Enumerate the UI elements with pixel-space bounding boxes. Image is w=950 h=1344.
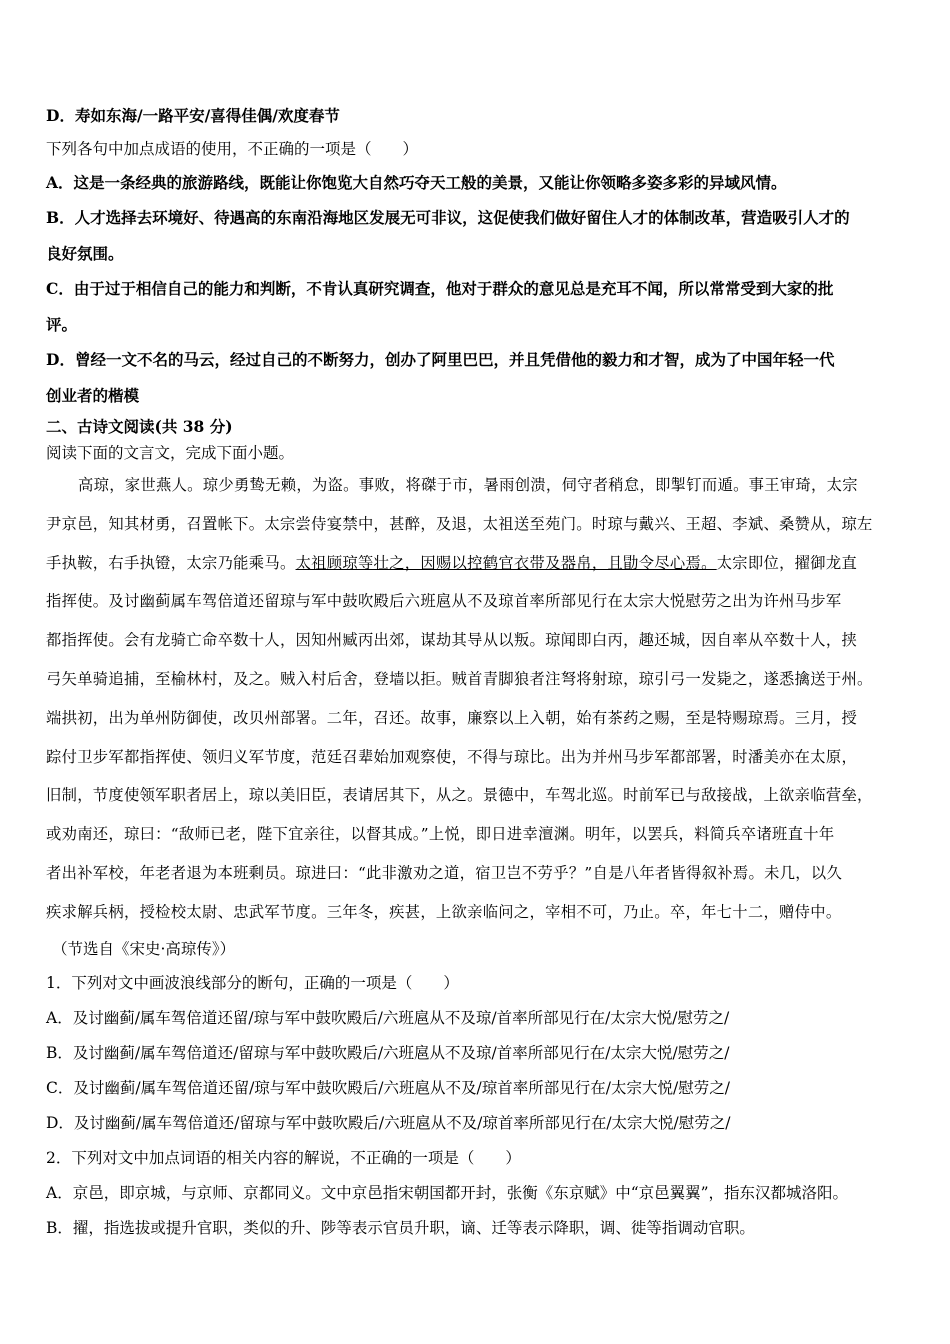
q1-option-c: C．及讨幽蓟/属车驾倍道还留/琼与军中鼓吹殿后/六班扈从不及/琼首率所部见行在/太宗大悦/慰劳之/: [46, 1078, 730, 1097]
q1-option-a: A．及讨幽蓟/属车驾倍道还留/琼与军中鼓吹殿后/六班扈从不及琼/首率所部见行在/太宗大悦/慰劳之/: [46, 1008, 730, 1027]
idiom-option-d: D．曾经一文不名的马云，经过自己的不断努力，创办了阿里巴巴，并且凭借他的毅力和才智，成为了中国年轻一代: [46, 350, 835, 369]
passage-line: 指挥使。及讨幽蓟属车驾倍道还留琼与军中鼓吹殿后六班扈从不及琼首率所部见行在太宗大悦慰劳之出为许州马步军: [46, 592, 842, 611]
idiom-option-b: B．人才选择去环境好、待遇高的东南沿海地区发展无可非议，这促使我们做好留住人才的体制改革，营造吸引人才的: [46, 208, 850, 227]
idiom-option-c-cont: 评。: [46, 314, 78, 334]
q2-option-a: A．京邑，即京城，与京师、京都同义。文中京邑指宋朝国都开封，张衡《东京赋》中“京邑翼翼”，指东汉都城洛阳。: [46, 1183, 849, 1202]
section-title: 二、古诗文阅读(共 38 分): [46, 417, 233, 436]
q2-option-b: B．擢，指选拔或提升官职，类似的升、陟等表示官员升职，谪、迁等表示降职，调、徙等指调动官职。: [46, 1218, 755, 1237]
passage-line: 疾求解兵柄，授检校太尉、忠武军节度。三年冬，疾甚，上欲亲临问之，宰相不可，乃止。卒，年七十二，赠侍中。: [46, 902, 842, 921]
passage-line: 高琼，家世燕人。琼少勇鸷无赖，为盗。事败，将磔于市，暑雨创溃，伺守者稍怠，即掣钉而遁。事王审琦，太宗: [78, 476, 858, 494]
underlined-sentence: 太祖顾琼等壮之，因赐以控鹤官衣带及器帛，且勖令尽心焉。: [295, 553, 717, 572]
section-intro: 阅读下面的文言文，完成下面小题。: [46, 444, 295, 462]
passage-line: 者出补军校，年老者退为本班剩员。琼进曰：“此非激劝之道，宿卫岂不劳乎？”自是八年者皆得叙补焉。未几，以久: [46, 863, 843, 882]
q1-stem: 1．下列对文中画波浪线部分的断句，正确的一项是（ ）: [46, 973, 459, 992]
idiom-question-stem: 下列各句中加点成语的使用，不正确的一项是（ ）: [46, 139, 419, 158]
exam-page: [46, 98, 916, 1246]
passage-line: [46, 544, 916, 583]
passage-line: 尹京邑，知其材勇，召置帐下。太宗尝侍宴禁中，甚醉，及退，太祖送至苑门。时琼与戴兴、王超、李斌、桑赞从，琼左: [46, 514, 873, 533]
q2-stem: 2．下列对文中加点词语的相关内容的解说，不正确的一项是（ ）: [46, 1148, 521, 1167]
idiom-option-d-cont: 创业者的楷模: [46, 385, 140, 405]
idiom-option-b-cont: 良好氛围。: [46, 243, 124, 263]
passage-text: 太宗即位，擢御龙直: [716, 553, 858, 572]
passage-line: 或劝南还，琼曰：“敌师已老，陛下宜亲往，以督其成。”上悦，即日进幸澶渊。明年，以罢兵，料简兵卒诸班直十年: [46, 825, 835, 844]
passage-line: 旧制，节度使领军职者居上，琼以美旧臣，表请居其下，从之。景德中，车驾北巡。时前军已与敌接战，上欲亲临营垒，: [46, 786, 873, 805]
passage-source: （节选自《宋史·高琼传》）: [52, 939, 236, 958]
passage-line: 都指挥使。会有龙骑亡命卒数十人，因知州臧丙出郊，谋劫其导从以叛。琼闻即白丙，趣还城，因自率从卒数十人，挟: [46, 631, 858, 650]
passage-text: 手执鞍，右手执镫，太宗乃能乘马。: [46, 553, 296, 572]
q1-option-d: D．及讨幽蓟/属车驾倍道还/留琼与军中鼓吹殿后/六班扈从不及/琼首率所部见行在/太宗大悦/慰劳之/: [46, 1113, 731, 1132]
passage-line: 端拱初，出为单州防御使，改贝州部署。二年，召还。故事，廉察以上入朝，始有茶药之赐，至是特赐琼焉。三月，授: [46, 708, 858, 727]
q1-option-b: B．及讨幽蓟/属车驾倍道还/留琼与军中鼓吹殿后/六班扈从不及琼/首率所部见行在/太宗大悦/慰劳之/: [46, 1043, 730, 1062]
classical-passage: [46, 466, 916, 932]
passage-line: 踪付卫步军都指挥使、领归义军节度，范廷召辈始加观察使，不得与琼比。出为并州马步军都部署，时潘美亦在太原，: [46, 747, 858, 766]
idiom-option-a: A．这是一条经典的旅游路线，既能让你饱览大自然巧夺天工般的美景，又能让你领略多姿多彩的异域风情。: [46, 172, 787, 192]
passage-line: 弓矢单骑追捕，至榆林村，及之。贼入村后舍，登墙以拒。贼首青脚狼者注弩将射琼，琼引弓一发毙之，遂悉擒送于州。: [46, 669, 873, 688]
idiom-option-c: C．由于过于相信自己的能力和判断，不肯认真研究调查，他对于群众的意见总是充耳不闻，所以常常受到大家的批: [46, 279, 834, 298]
prev-option-d: D．寿如东海/一路平安/喜得佳偶/欢度春节: [46, 106, 340, 125]
